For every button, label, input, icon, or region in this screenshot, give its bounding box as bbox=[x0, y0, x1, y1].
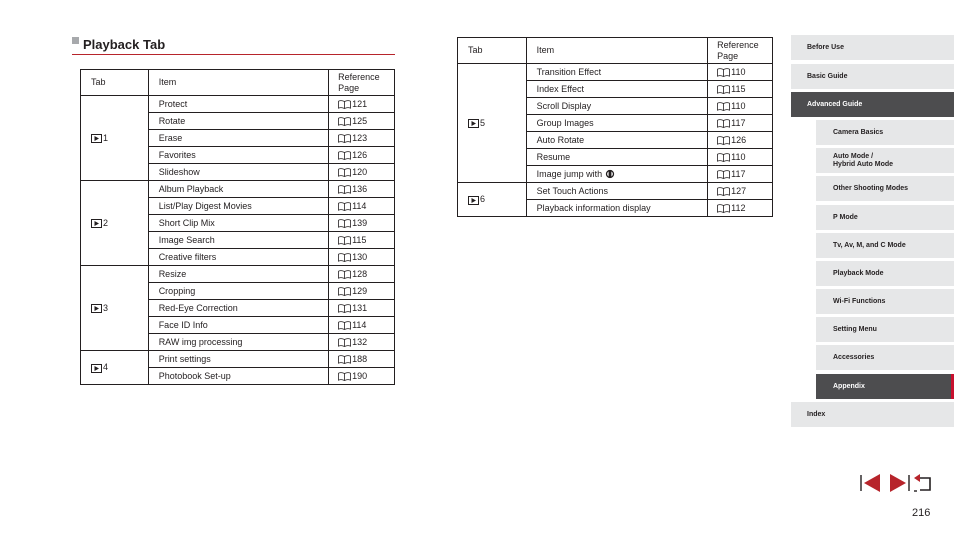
page-ref-cell[interactable] bbox=[329, 215, 395, 232]
page-ref-cell[interactable] bbox=[329, 96, 395, 113]
playback-icon bbox=[91, 364, 102, 373]
playback-icon bbox=[91, 134, 102, 143]
header-item: Item bbox=[526, 38, 707, 64]
nav-tab-label: Camera Basics bbox=[833, 128, 884, 136]
item-cell bbox=[526, 64, 707, 81]
page-ref-number: 110 bbox=[731, 100, 746, 111]
item-cell bbox=[148, 249, 328, 266]
book-icon bbox=[338, 355, 351, 364]
item-label: List/Play Digest Movies bbox=[158, 201, 252, 211]
nav-tab-label: Accessories bbox=[833, 353, 875, 361]
page-ref-number: 115 bbox=[352, 234, 367, 245]
item-label: Rotate bbox=[158, 116, 186, 126]
page-ref-number: 120 bbox=[352, 166, 368, 177]
table-row bbox=[81, 181, 395, 198]
next-page-button[interactable] bbox=[888, 472, 910, 494]
page-ref-number: 132 bbox=[352, 336, 368, 347]
table-row bbox=[81, 351, 395, 368]
nav-tab-tv-av-m-and-c-mode[interactable] bbox=[816, 233, 954, 258]
tab-cell bbox=[81, 181, 149, 266]
page-ref-cell[interactable] bbox=[329, 300, 395, 317]
page-ref-number: 110 bbox=[731, 66, 746, 77]
page-ref-cell[interactable] bbox=[708, 98, 773, 115]
item-label: Cropping bbox=[158, 286, 196, 296]
book-icon bbox=[338, 236, 351, 245]
item-cell bbox=[526, 132, 707, 149]
item-cell bbox=[148, 164, 328, 181]
book-icon bbox=[717, 68, 730, 77]
nav-tab-setting-menu[interactable] bbox=[816, 317, 954, 342]
item-cell bbox=[148, 181, 328, 198]
book-icon bbox=[338, 304, 351, 313]
table-row bbox=[458, 64, 773, 81]
page-ref-number: 125 bbox=[352, 115, 368, 126]
section-title bbox=[72, 36, 395, 55]
page-ref-number: 129 bbox=[352, 285, 368, 296]
item-label: Transition Effect bbox=[536, 67, 602, 77]
table-row bbox=[81, 96, 395, 113]
page-ref-cell[interactable] bbox=[708, 166, 773, 183]
page-ref-cell[interactable] bbox=[708, 149, 773, 166]
table-row bbox=[81, 266, 395, 283]
page-ref-number: 117 bbox=[731, 168, 746, 179]
book-icon bbox=[717, 170, 730, 179]
book-icon bbox=[338, 100, 351, 109]
item-label: Auto Rotate bbox=[536, 135, 585, 145]
prev-page-button[interactable] bbox=[860, 472, 882, 494]
tab-number: 2 bbox=[103, 217, 109, 228]
nav-tab-label: Setting Menu bbox=[833, 325, 877, 333]
item-cell bbox=[148, 300, 328, 317]
item-label: RAW img processing bbox=[158, 337, 243, 347]
book-icon bbox=[338, 202, 351, 211]
page-ref-number: 126 bbox=[352, 149, 368, 160]
book-icon bbox=[338, 185, 351, 194]
page-ref-cell[interactable] bbox=[329, 198, 395, 215]
item-label: Protect bbox=[158, 99, 188, 109]
item-label: Face ID Info bbox=[158, 320, 208, 330]
item-label: Favorites bbox=[158, 150, 196, 160]
item-cell bbox=[526, 98, 707, 115]
return-icon bbox=[912, 472, 934, 494]
page-navigation bbox=[860, 472, 934, 494]
book-icon bbox=[717, 153, 730, 162]
page-ref-number: 126 bbox=[731, 134, 747, 145]
item-label: Short Clip Mix bbox=[158, 218, 215, 228]
tab-cell bbox=[81, 266, 149, 351]
page-number: 216 bbox=[912, 507, 931, 519]
item-label: Index Effect bbox=[536, 84, 584, 94]
item-cell bbox=[526, 149, 707, 166]
book-icon bbox=[338, 321, 351, 330]
page-ref-cell[interactable] bbox=[708, 183, 773, 200]
page-ref-cell[interactable] bbox=[329, 351, 395, 368]
item-label: Image Search bbox=[158, 235, 215, 245]
page-ref-number: 136 bbox=[352, 183, 368, 194]
item-label: Erase bbox=[158, 133, 183, 143]
page-ref-cell[interactable] bbox=[329, 164, 395, 181]
nav-tab-appendix[interactable] bbox=[816, 374, 954, 399]
item-label: Creative filters bbox=[158, 252, 217, 262]
page-ref-number: 114 bbox=[352, 319, 367, 330]
playback-icon bbox=[91, 304, 102, 313]
book-icon bbox=[717, 102, 730, 111]
page-ref-number: 110 bbox=[731, 151, 746, 162]
nav-tab-label: Index bbox=[807, 411, 826, 418]
book-icon bbox=[338, 219, 351, 228]
nav-tab-label: Before Use bbox=[807, 44, 844, 51]
nav-tab-p-mode[interactable] bbox=[816, 205, 954, 230]
item-label: Photobook Set-up bbox=[158, 371, 231, 381]
page-ref-cell[interactable] bbox=[329, 232, 395, 249]
book-icon bbox=[717, 85, 730, 94]
nav-tab-index[interactable] bbox=[791, 402, 954, 427]
playback-icon bbox=[468, 119, 479, 128]
item-cell bbox=[148, 283, 328, 300]
nav-tab-label: Wi-Fi Functions bbox=[833, 297, 886, 305]
item-cell bbox=[526, 115, 707, 132]
item-label: Resize bbox=[158, 269, 187, 279]
table-header-row bbox=[458, 38, 773, 64]
tab-cell bbox=[81, 351, 149, 385]
header-reference-page: Reference Page bbox=[329, 70, 395, 96]
book-icon bbox=[717, 136, 730, 145]
page-ref-cell[interactable] bbox=[708, 132, 773, 149]
page-ref-cell[interactable] bbox=[329, 317, 395, 334]
nav-tab-accessories[interactable] bbox=[816, 345, 954, 370]
item-cell bbox=[526, 183, 707, 200]
next-arrow-icon bbox=[888, 472, 910, 494]
item-cell bbox=[526, 200, 707, 217]
item-cell bbox=[148, 351, 328, 368]
table-header-row bbox=[81, 70, 395, 96]
page-ref-cell[interactable] bbox=[708, 64, 773, 81]
nav-tab-label: P Mode bbox=[833, 213, 858, 221]
item-label: Resume bbox=[536, 152, 571, 162]
nav-tab-camera-basics[interactable] bbox=[816, 120, 954, 145]
item-label: Album Playback bbox=[158, 184, 224, 194]
page-ref-number: 128 bbox=[352, 268, 368, 279]
page-ref-cell[interactable] bbox=[329, 334, 395, 351]
playback-tab-table-left bbox=[80, 69, 395, 385]
nav-tab-label: Advanced Guide bbox=[807, 101, 863, 108]
table-row bbox=[458, 183, 773, 200]
header-tab: Tab bbox=[458, 38, 527, 64]
book-icon bbox=[338, 151, 351, 160]
page-ref-number: 131 bbox=[352, 302, 368, 313]
page-ref-cell[interactable] bbox=[708, 200, 773, 217]
item-cell bbox=[148, 147, 328, 164]
item-label: Image jump with bbox=[536, 168, 603, 179]
book-icon bbox=[338, 253, 351, 262]
nav-tab-label: Auto Mode / Hybrid Auto Mode bbox=[833, 152, 894, 168]
book-icon bbox=[338, 168, 351, 177]
page-ref-number: 123 bbox=[352, 132, 368, 143]
nav-tab-basic-guide[interactable] bbox=[791, 64, 954, 89]
item-label: Slideshow bbox=[158, 167, 200, 177]
item-cell bbox=[148, 198, 328, 215]
item-label: Set Touch Actions bbox=[536, 186, 609, 196]
page-ref-number: 139 bbox=[352, 217, 368, 228]
item-label: Group Images bbox=[536, 118, 594, 128]
page-ref-number: 115 bbox=[731, 83, 746, 94]
page-ref-number: 130 bbox=[352, 251, 368, 262]
page-ref-number: 114 bbox=[352, 200, 367, 211]
playback-icon bbox=[468, 196, 479, 205]
item-cell bbox=[148, 334, 328, 351]
tab-cell bbox=[458, 183, 527, 217]
page-ref-cell[interactable] bbox=[329, 249, 395, 266]
nav-tab-other-shooting-modes[interactable] bbox=[816, 176, 954, 201]
item-label: Red-Eye Correction bbox=[158, 303, 238, 313]
page-ref-number: 188 bbox=[352, 353, 368, 364]
item-cell bbox=[148, 96, 328, 113]
page-ref-number: 190 bbox=[352, 370, 368, 381]
page-ref-number: 117 bbox=[731, 117, 746, 128]
header-tab: Tab bbox=[81, 70, 149, 96]
page-ref-cell[interactable] bbox=[329, 113, 395, 130]
nav-tab-label: Playback Mode bbox=[833, 269, 884, 277]
section-marker bbox=[72, 37, 79, 44]
tab-number: 6 bbox=[480, 194, 486, 205]
section-title-text: Playback Tab bbox=[83, 37, 166, 52]
nav-tab-wi-fi-functions[interactable] bbox=[816, 289, 954, 314]
item-label: Scroll Display bbox=[536, 101, 592, 111]
nav-tab-auto-mode[interactable] bbox=[816, 148, 954, 173]
book-icon bbox=[717, 119, 730, 128]
nav-tab-label: Basic Guide bbox=[807, 73, 848, 80]
item-cell bbox=[148, 232, 328, 249]
prev-arrow-icon bbox=[860, 472, 882, 494]
page-ref-cell[interactable] bbox=[329, 181, 395, 198]
page-ref-cell[interactable] bbox=[329, 266, 395, 283]
book-icon bbox=[338, 117, 351, 126]
book-icon bbox=[338, 134, 351, 143]
item-cell bbox=[148, 215, 328, 232]
nav-tab-playback-mode[interactable] bbox=[816, 261, 954, 286]
page-ref-number: 112 bbox=[731, 202, 746, 213]
return-button[interactable] bbox=[912, 472, 934, 494]
book-icon bbox=[338, 372, 351, 381]
tab-number: 3 bbox=[103, 302, 109, 313]
item-label: Playback information display bbox=[536, 203, 651, 213]
page-ref-number: 127 bbox=[731, 185, 747, 196]
nav-tab-label: Other Shooting Modes bbox=[833, 184, 909, 192]
item-cell bbox=[148, 266, 328, 283]
item-cell bbox=[148, 130, 328, 147]
tab-cell bbox=[81, 96, 149, 181]
book-icon bbox=[338, 270, 351, 279]
playback-tab-table-right bbox=[457, 37, 773, 217]
page-ref-cell[interactable] bbox=[329, 283, 395, 300]
page-ref-cell[interactable] bbox=[708, 81, 773, 98]
page-ref-cell[interactable] bbox=[329, 368, 395, 385]
header-item: Item bbox=[148, 70, 328, 96]
item-cell bbox=[148, 368, 328, 385]
nav-tab-before-use[interactable] bbox=[791, 35, 954, 60]
tab-cell bbox=[458, 64, 527, 183]
item-cell bbox=[148, 317, 328, 334]
item-cell bbox=[526, 166, 707, 183]
nav-tab-label: Tv, Av, M, and C Mode bbox=[833, 241, 906, 249]
page-ref-cell[interactable] bbox=[708, 115, 773, 132]
item-cell bbox=[526, 81, 707, 98]
tab-number: 4 bbox=[103, 362, 109, 373]
control-dial-icon bbox=[605, 169, 615, 179]
page-ref-cell[interactable] bbox=[329, 147, 395, 164]
item-label: Print settings bbox=[158, 354, 211, 364]
tab-number: 1 bbox=[103, 132, 109, 143]
item-cell bbox=[148, 113, 328, 130]
playback-icon bbox=[91, 219, 102, 228]
book-icon bbox=[717, 187, 730, 196]
page-ref-cell[interactable] bbox=[329, 130, 395, 147]
book-icon bbox=[717, 204, 730, 213]
page-ref-number: 121 bbox=[352, 98, 368, 109]
book-icon bbox=[338, 287, 351, 296]
nav-tab-advanced-guide[interactable] bbox=[791, 92, 954, 117]
tab-number: 5 bbox=[480, 117, 486, 128]
nav-tab-label: Appendix bbox=[833, 382, 865, 390]
header-reference-page: Reference Page bbox=[708, 38, 773, 64]
book-icon bbox=[338, 338, 351, 347]
